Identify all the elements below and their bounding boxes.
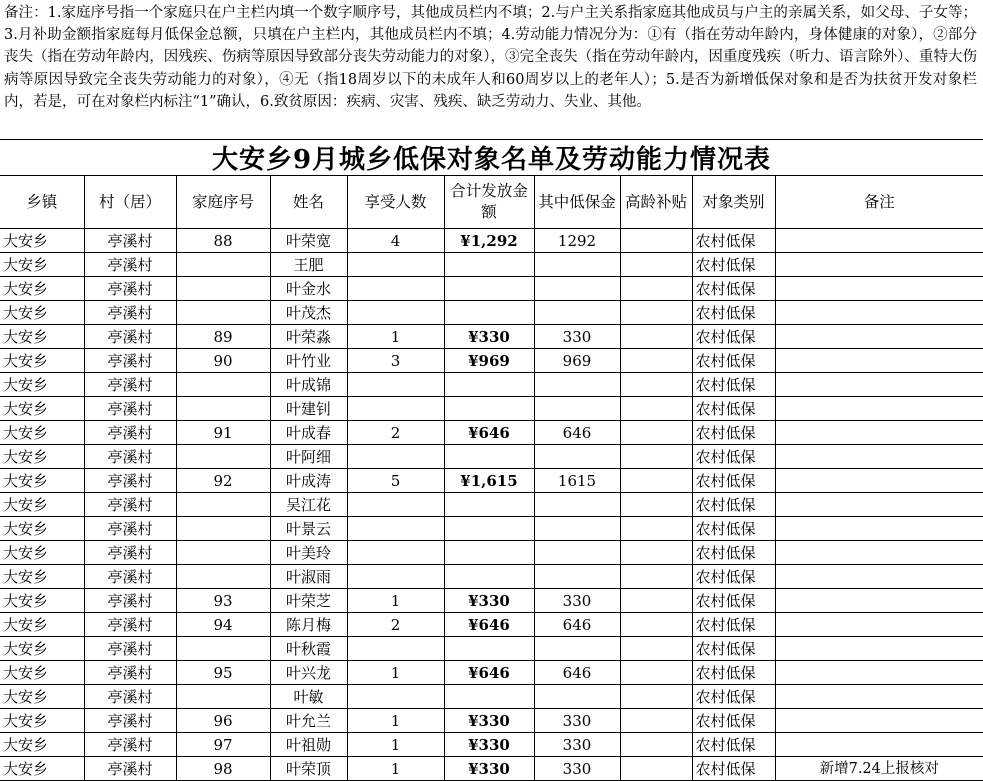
cell-category[interactable]: 农村低保	[692, 229, 775, 253]
cell-persons[interactable]	[347, 445, 444, 469]
table-row	[0, 613, 983, 637]
cell-subsidy[interactable]	[534, 277, 620, 301]
cell-elderly[interactable]	[620, 757, 692, 781]
cell-category[interactable]: 农村低保	[692, 301, 775, 325]
cell-name[interactable]: 叶美玲	[270, 541, 347, 565]
cell-persons[interactable]: 1	[347, 733, 444, 757]
cell-name[interactable]: 叶荣芝	[270, 589, 347, 613]
cell-remark[interactable]	[775, 469, 983, 493]
cell-village[interactable]: 亭溪村	[84, 517, 176, 541]
cell-village[interactable]: 亭溪村	[84, 565, 176, 589]
cell-village[interactable]: 亭溪村	[84, 613, 176, 637]
cell-township[interactable]: 大安乡	[0, 757, 84, 781]
cell-persons[interactable]	[347, 397, 444, 421]
cell-family-no[interactable]	[176, 637, 270, 661]
cell-remark[interactable]	[775, 565, 983, 589]
cell-subsidy[interactable]	[534, 301, 620, 325]
cell-total[interactable]	[444, 301, 534, 325]
cell-family-no[interactable]: 91	[176, 421, 270, 445]
cell-subsidy[interactable]	[534, 517, 620, 541]
cell-family-no[interactable]	[176, 445, 270, 469]
cell-subsidy[interactable]	[534, 565, 620, 589]
cell-family-no[interactable]	[176, 301, 270, 325]
table-row	[0, 493, 983, 517]
cell-name[interactable]: 叶竹业	[270, 349, 347, 373]
cell-elderly[interactable]	[620, 229, 692, 253]
cell-remark[interactable]	[775, 685, 983, 709]
cell-total[interactable]: ¥330	[444, 709, 534, 733]
cell-township[interactable]: 大安乡	[0, 733, 84, 757]
cell-category[interactable]: 农村低保	[692, 397, 775, 421]
cell-persons[interactable]	[347, 277, 444, 301]
table-row	[0, 373, 983, 397]
cell-name[interactable]: 叶景云	[270, 517, 347, 541]
cell-total[interactable]	[444, 685, 534, 709]
cell-township[interactable]: 大安乡	[0, 493, 84, 517]
cell-village[interactable]: 亭溪村	[84, 685, 176, 709]
cell-category[interactable]: 农村低保	[692, 733, 775, 757]
cell-township[interactable]: 大安乡	[0, 469, 84, 493]
cell-elderly[interactable]	[620, 445, 692, 469]
cell-family-no[interactable]: 90	[176, 349, 270, 373]
cell-total[interactable]: ¥646	[444, 661, 534, 685]
page-title: 大安乡9月城乡低保对象名单及劳动能力情况表	[211, 145, 772, 175]
cell-category[interactable]: 农村低保	[692, 589, 775, 613]
cell-township[interactable]: 大安乡	[0, 637, 84, 661]
cell-total[interactable]	[444, 517, 534, 541]
cell-township[interactable]: 大安乡	[0, 685, 84, 709]
cell-elderly[interactable]	[620, 253, 692, 277]
table-row	[0, 637, 983, 661]
cell-family-no[interactable]	[176, 517, 270, 541]
cell-total[interactable]: ¥330	[444, 733, 534, 757]
cell-remark[interactable]	[775, 709, 983, 733]
cell-family-no[interactable]	[176, 277, 270, 301]
table-row	[0, 421, 983, 445]
cell-township[interactable]: 大安乡	[0, 325, 84, 349]
cell-remark[interactable]	[775, 253, 983, 277]
cell-township[interactable]: 大安乡	[0, 565, 84, 589]
cell-elderly[interactable]	[620, 565, 692, 589]
cell-family-no[interactable]	[176, 253, 270, 277]
cell-persons[interactable]	[347, 565, 444, 589]
cell-persons[interactable]: 1	[347, 757, 444, 781]
title-row	[0, 140, 983, 176]
cell-category[interactable]: 农村低保	[692, 541, 775, 565]
cell-persons[interactable]	[347, 253, 444, 277]
cell-remark[interactable]	[775, 277, 983, 301]
cell-subsidy[interactable]: 330	[534, 733, 620, 757]
cell-total[interactable]: ¥330	[444, 589, 534, 613]
cell-village[interactable]: 亭溪村	[84, 397, 176, 421]
table-row	[0, 709, 983, 733]
table-row	[0, 565, 983, 589]
cell-name[interactable]: 叶成涛	[270, 469, 347, 493]
cell-remark[interactable]	[775, 301, 983, 325]
cell-subsidy[interactable]	[534, 373, 620, 397]
cell-village[interactable]: 亭溪村	[84, 541, 176, 565]
cell-subsidy[interactable]	[534, 685, 620, 709]
cell-name[interactable]: 叶祖勋	[270, 733, 347, 757]
cell-persons[interactable]	[347, 301, 444, 325]
cell-persons[interactable]	[347, 493, 444, 517]
cell-category[interactable]: 农村低保	[692, 757, 775, 781]
cell-subsidy[interactable]	[534, 637, 620, 661]
cell-elderly[interactable]	[620, 349, 692, 373]
cell-elderly[interactable]	[620, 373, 692, 397]
cell-township[interactable]: 大安乡	[0, 349, 84, 373]
cell-category[interactable]: 农村低保	[692, 637, 775, 661]
cell-township[interactable]: 大安乡	[0, 373, 84, 397]
cell-subsidy[interactable]: 330	[534, 325, 620, 349]
cell-persons[interactable]: 3	[347, 349, 444, 373]
table-row	[0, 325, 983, 349]
cell-elderly[interactable]	[620, 397, 692, 421]
cell-village[interactable]: 亭溪村	[84, 493, 176, 517]
cell-township[interactable]: 大安乡	[0, 445, 84, 469]
table-row	[0, 253, 983, 277]
cell-subsidy[interactable]: 330	[534, 709, 620, 733]
cell-category[interactable]: 农村低保	[692, 277, 775, 301]
cell-remark[interactable]	[775, 589, 983, 613]
header-total[interactable]: 合计发放金额	[444, 176, 534, 229]
cell-name[interactable]: 陈月梅	[270, 613, 347, 637]
cell-subsidy[interactable]: 1292	[534, 229, 620, 253]
cell-total[interactable]	[444, 397, 534, 421]
header-row	[0, 176, 983, 229]
cell-category[interactable]: 农村低保	[692, 349, 775, 373]
cell-family-no[interactable]: 98	[176, 757, 270, 781]
cell-family-no[interactable]	[176, 565, 270, 589]
cell-persons[interactable]: 4	[347, 229, 444, 253]
cell-persons[interactable]: 1	[347, 709, 444, 733]
cell-subsidy[interactable]	[534, 493, 620, 517]
cell-family-no[interactable]: 89	[176, 325, 270, 349]
cell-persons[interactable]: 5	[347, 469, 444, 493]
header-persons[interactable]: 享受人数	[347, 176, 444, 229]
header-village[interactable]: 村（居）	[84, 176, 176, 229]
cell-elderly[interactable]	[620, 469, 692, 493]
cell-township[interactable]: 大安乡	[0, 541, 84, 565]
header-name[interactable]: 姓名	[270, 176, 347, 229]
cell-village[interactable]: 亭溪村	[84, 253, 176, 277]
header-remark[interactable]: 备注	[775, 176, 983, 229]
cell-elderly[interactable]	[620, 613, 692, 637]
cell-remark[interactable]	[775, 349, 983, 373]
cell-remark[interactable]	[775, 733, 983, 757]
cell-total[interactable]	[444, 253, 534, 277]
cell-category[interactable]: 农村低保	[692, 685, 775, 709]
cell-elderly[interactable]	[620, 685, 692, 709]
cell-village[interactable]: 亭溪村	[84, 661, 176, 685]
cell-category[interactable]: 农村低保	[692, 445, 775, 469]
cell-village[interactable]: 亭溪村	[84, 637, 176, 661]
cell-elderly[interactable]	[620, 589, 692, 613]
cell-persons[interactable]: 1	[347, 589, 444, 613]
cell-family-no[interactable]	[176, 493, 270, 517]
table-row	[0, 349, 983, 373]
header-township[interactable]: 乡镇	[0, 176, 84, 229]
cell-subsidy[interactable]: 1615	[534, 469, 620, 493]
cell-total[interactable]	[444, 565, 534, 589]
cell-village[interactable]: 亭溪村	[84, 757, 176, 781]
cell-family-no[interactable]	[176, 373, 270, 397]
table-row	[0, 589, 983, 613]
cell-elderly[interactable]	[620, 493, 692, 517]
cell-family-no[interactable]	[176, 685, 270, 709]
cell-subsidy[interactable]: 646	[534, 613, 620, 637]
cell-family-no[interactable]	[176, 541, 270, 565]
cell-total[interactable]	[444, 445, 534, 469]
cell-remark[interactable]	[775, 325, 983, 349]
cell-remark[interactable]	[775, 637, 983, 661]
cell-total[interactable]	[444, 373, 534, 397]
cell-total[interactable]: ¥330	[444, 325, 534, 349]
cell-remark[interactable]	[775, 373, 983, 397]
table-row	[0, 685, 983, 709]
cell-family-no[interactable]: 97	[176, 733, 270, 757]
cell-category[interactable]: 农村低保	[692, 661, 775, 685]
cell-persons[interactable]	[347, 685, 444, 709]
cell-remark[interactable]	[775, 541, 983, 565]
cell-total[interactable]	[444, 493, 534, 517]
cell-elderly[interactable]	[620, 637, 692, 661]
cell-elderly[interactable]	[620, 277, 692, 301]
cell-total[interactable]	[444, 277, 534, 301]
cell-persons[interactable]	[347, 541, 444, 565]
header-category[interactable]: 对象类别	[692, 176, 775, 229]
cell-family-no[interactable]: 88	[176, 229, 270, 253]
cell-elderly[interactable]	[620, 421, 692, 445]
cell-total[interactable]: ¥646	[444, 613, 534, 637]
cell-category[interactable]: 农村低保	[692, 421, 775, 445]
cell-village[interactable]: 亭溪村	[84, 373, 176, 397]
cell-township[interactable]: 大安乡	[0, 661, 84, 685]
cell-category[interactable]: 农村低保	[692, 469, 775, 493]
cell-name[interactable]: 叶秋霞	[270, 637, 347, 661]
cell-family-no[interactable]: 92	[176, 469, 270, 493]
cell-family-no[interactable]: 96	[176, 709, 270, 733]
cell-township[interactable]: 大安乡	[0, 301, 84, 325]
cell-total[interactable]: ¥1,615	[444, 469, 534, 493]
cell-name[interactable]: 叶敏	[270, 685, 347, 709]
cell-township[interactable]: 大安乡	[0, 397, 84, 421]
cell-total[interactable]: ¥1,292	[444, 229, 534, 253]
cell-persons[interactable]: 2	[347, 421, 444, 445]
cell-persons[interactable]: 1	[347, 325, 444, 349]
cell-subsidy[interactable]	[534, 541, 620, 565]
cell-name[interactable]: 叶允兰	[270, 709, 347, 733]
cell-category[interactable]: 农村低保	[692, 253, 775, 277]
cell-name[interactable]: 叶淑雨	[270, 565, 347, 589]
cell-township[interactable]: 大安乡	[0, 421, 84, 445]
cell-total[interactable]: ¥646	[444, 421, 534, 445]
cell-township[interactable]: 大安乡	[0, 277, 84, 301]
cell-persons[interactable]	[347, 517, 444, 541]
cell-village[interactable]: 亭溪村	[84, 589, 176, 613]
cell-remark[interactable]	[775, 421, 983, 445]
table-row	[0, 661, 983, 685]
table-row	[0, 733, 983, 757]
cell-name[interactable]: 叶成锦	[270, 373, 347, 397]
cell-village[interactable]: 亭溪村	[84, 229, 176, 253]
notes-text: 备注：1.家庭序号指一个家庭只在户主栏内填一个数字顺序号，其他成员栏内不填；2.与户主关系指家庭其他成员与户主的亲属关系，如父母、子女等；3.月补助金额指家庭每月低保金总额，只填在户主栏内，其他成员栏内不填；4.劳动能力情况分为：①有（指在劳动年龄内，身体健康的对象），②部分丧失（指在劳动年龄内，因残疾、伤病等原因导致部分丧失劳动能力的对象），③完全丧失（指在劳动年龄内，因重度残疾（听力、语言除外）、重特大伤病等原因导致完全丧失劳动能力的对象），④无（指18周岁以下的未成年人和60周岁以上的老年人）；5.是否为新增低保对象和是否为扶贫开发对象栏内，若是，可在对象栏内标注“1”确认，6.致贫原因：疾病、灾害、残疾、缺乏劳动力、失业、其他。	[0, 0, 983, 140]
cell-total[interactable]: ¥969	[444, 349, 534, 373]
table-row	[0, 445, 983, 469]
cell-subsidy[interactable]: 646	[534, 421, 620, 445]
cell-subsidy[interactable]	[534, 445, 620, 469]
cell-township[interactable]: 大安乡	[0, 517, 84, 541]
cell-name[interactable]: 叶阿细	[270, 445, 347, 469]
cell-remark[interactable]	[775, 445, 983, 469]
cell-family-no[interactable]: 95	[176, 661, 270, 685]
cell-name[interactable]: 王肥	[270, 253, 347, 277]
cell-category[interactable]: 农村低保	[692, 565, 775, 589]
cell-remark[interactable]	[775, 397, 983, 421]
header-elderly[interactable]: 高龄补贴	[620, 176, 692, 229]
cell-remark[interactable]	[775, 493, 983, 517]
cell-township[interactable]: 大安乡	[0, 613, 84, 637]
cell-township[interactable]: 大安乡	[0, 229, 84, 253]
cell-persons[interactable]	[347, 637, 444, 661]
cell-total[interactable]	[444, 541, 534, 565]
cell-persons[interactable]: 2	[347, 613, 444, 637]
cell-family-no[interactable]: 94	[176, 613, 270, 637]
cell-subsidy[interactable]: 969	[534, 349, 620, 373]
cell-township[interactable]: 大安乡	[0, 253, 84, 277]
cell-name[interactable]: 叶荣顶	[270, 757, 347, 781]
cell-category[interactable]: 农村低保	[692, 517, 775, 541]
cell-name[interactable]: 叶建钊	[270, 397, 347, 421]
table-row	[0, 517, 983, 541]
table-row	[0, 541, 983, 565]
cell-township[interactable]: 大安乡	[0, 709, 84, 733]
cell-persons[interactable]	[347, 373, 444, 397]
cell-category[interactable]: 农村低保	[692, 325, 775, 349]
cell-name[interactable]: 叶成春	[270, 421, 347, 445]
cell-township[interactable]: 大安乡	[0, 589, 84, 613]
cell-elderly[interactable]	[620, 301, 692, 325]
cell-village[interactable]: 亭溪村	[84, 421, 176, 445]
cell-name[interactable]: 叶荣宽	[270, 229, 347, 253]
cell-category[interactable]: 农村低保	[692, 373, 775, 397]
cell-subsidy[interactable]	[534, 253, 620, 277]
header-family-no[interactable]: 家庭序号	[176, 176, 270, 229]
cell-name[interactable]: 叶茂杰	[270, 301, 347, 325]
cell-name[interactable]: 叶荣淼	[270, 325, 347, 349]
cell-elderly[interactable]	[620, 709, 692, 733]
table-row	[0, 757, 983, 781]
cell-family-no[interactable]: 93	[176, 589, 270, 613]
cell-elderly[interactable]	[620, 661, 692, 685]
table-row	[0, 229, 983, 253]
cell-category[interactable]: 农村低保	[692, 493, 775, 517]
cell-elderly[interactable]	[620, 541, 692, 565]
cell-category[interactable]: 农村低保	[692, 709, 775, 733]
cell-remark[interactable]	[775, 613, 983, 637]
table-row	[0, 277, 983, 301]
cell-remark[interactable]	[775, 661, 983, 685]
table-row	[0, 301, 983, 325]
cell-subsidy[interactable]: 330	[534, 589, 620, 613]
cell-category[interactable]: 农村低保	[692, 613, 775, 637]
cell-family-no[interactable]	[176, 397, 270, 421]
cell-remark[interactable]: 新增7.24上报核对	[775, 757, 983, 781]
cell-subsidy[interactable]: 330	[534, 757, 620, 781]
cell-name[interactable]: 叶金水	[270, 277, 347, 301]
cell-subsidy[interactable]: 646	[534, 661, 620, 685]
cell-subsidy[interactable]	[534, 397, 620, 421]
beneficiary-table	[0, 176, 983, 781]
cell-remark[interactable]	[775, 229, 983, 253]
cell-remark[interactable]	[775, 517, 983, 541]
table-row	[0, 469, 983, 493]
cell-village[interactable]: 亭溪村	[84, 709, 176, 733]
table-row	[0, 397, 983, 421]
cell-village[interactable]: 亭溪村	[84, 349, 176, 373]
cell-village[interactable]: 亭溪村	[84, 301, 176, 325]
cell-village[interactable]: 亭溪村	[84, 277, 176, 301]
header-subsidy[interactable]: 其中低保金	[534, 176, 620, 229]
cell-elderly[interactable]	[620, 325, 692, 349]
cell-village[interactable]: 亭溪村	[84, 733, 176, 757]
cell-village[interactable]: 亭溪村	[84, 445, 176, 469]
cell-name[interactable]: 叶兴龙	[270, 661, 347, 685]
cell-total[interactable]: ¥330	[444, 757, 534, 781]
cell-village[interactable]: 亭溪村	[84, 325, 176, 349]
cell-total[interactable]	[444, 637, 534, 661]
cell-persons[interactable]: 1	[347, 661, 444, 685]
cell-name[interactable]: 吴江花	[270, 493, 347, 517]
cell-elderly[interactable]	[620, 733, 692, 757]
cell-elderly[interactable]	[620, 517, 692, 541]
cell-village[interactable]: 亭溪村	[84, 469, 176, 493]
